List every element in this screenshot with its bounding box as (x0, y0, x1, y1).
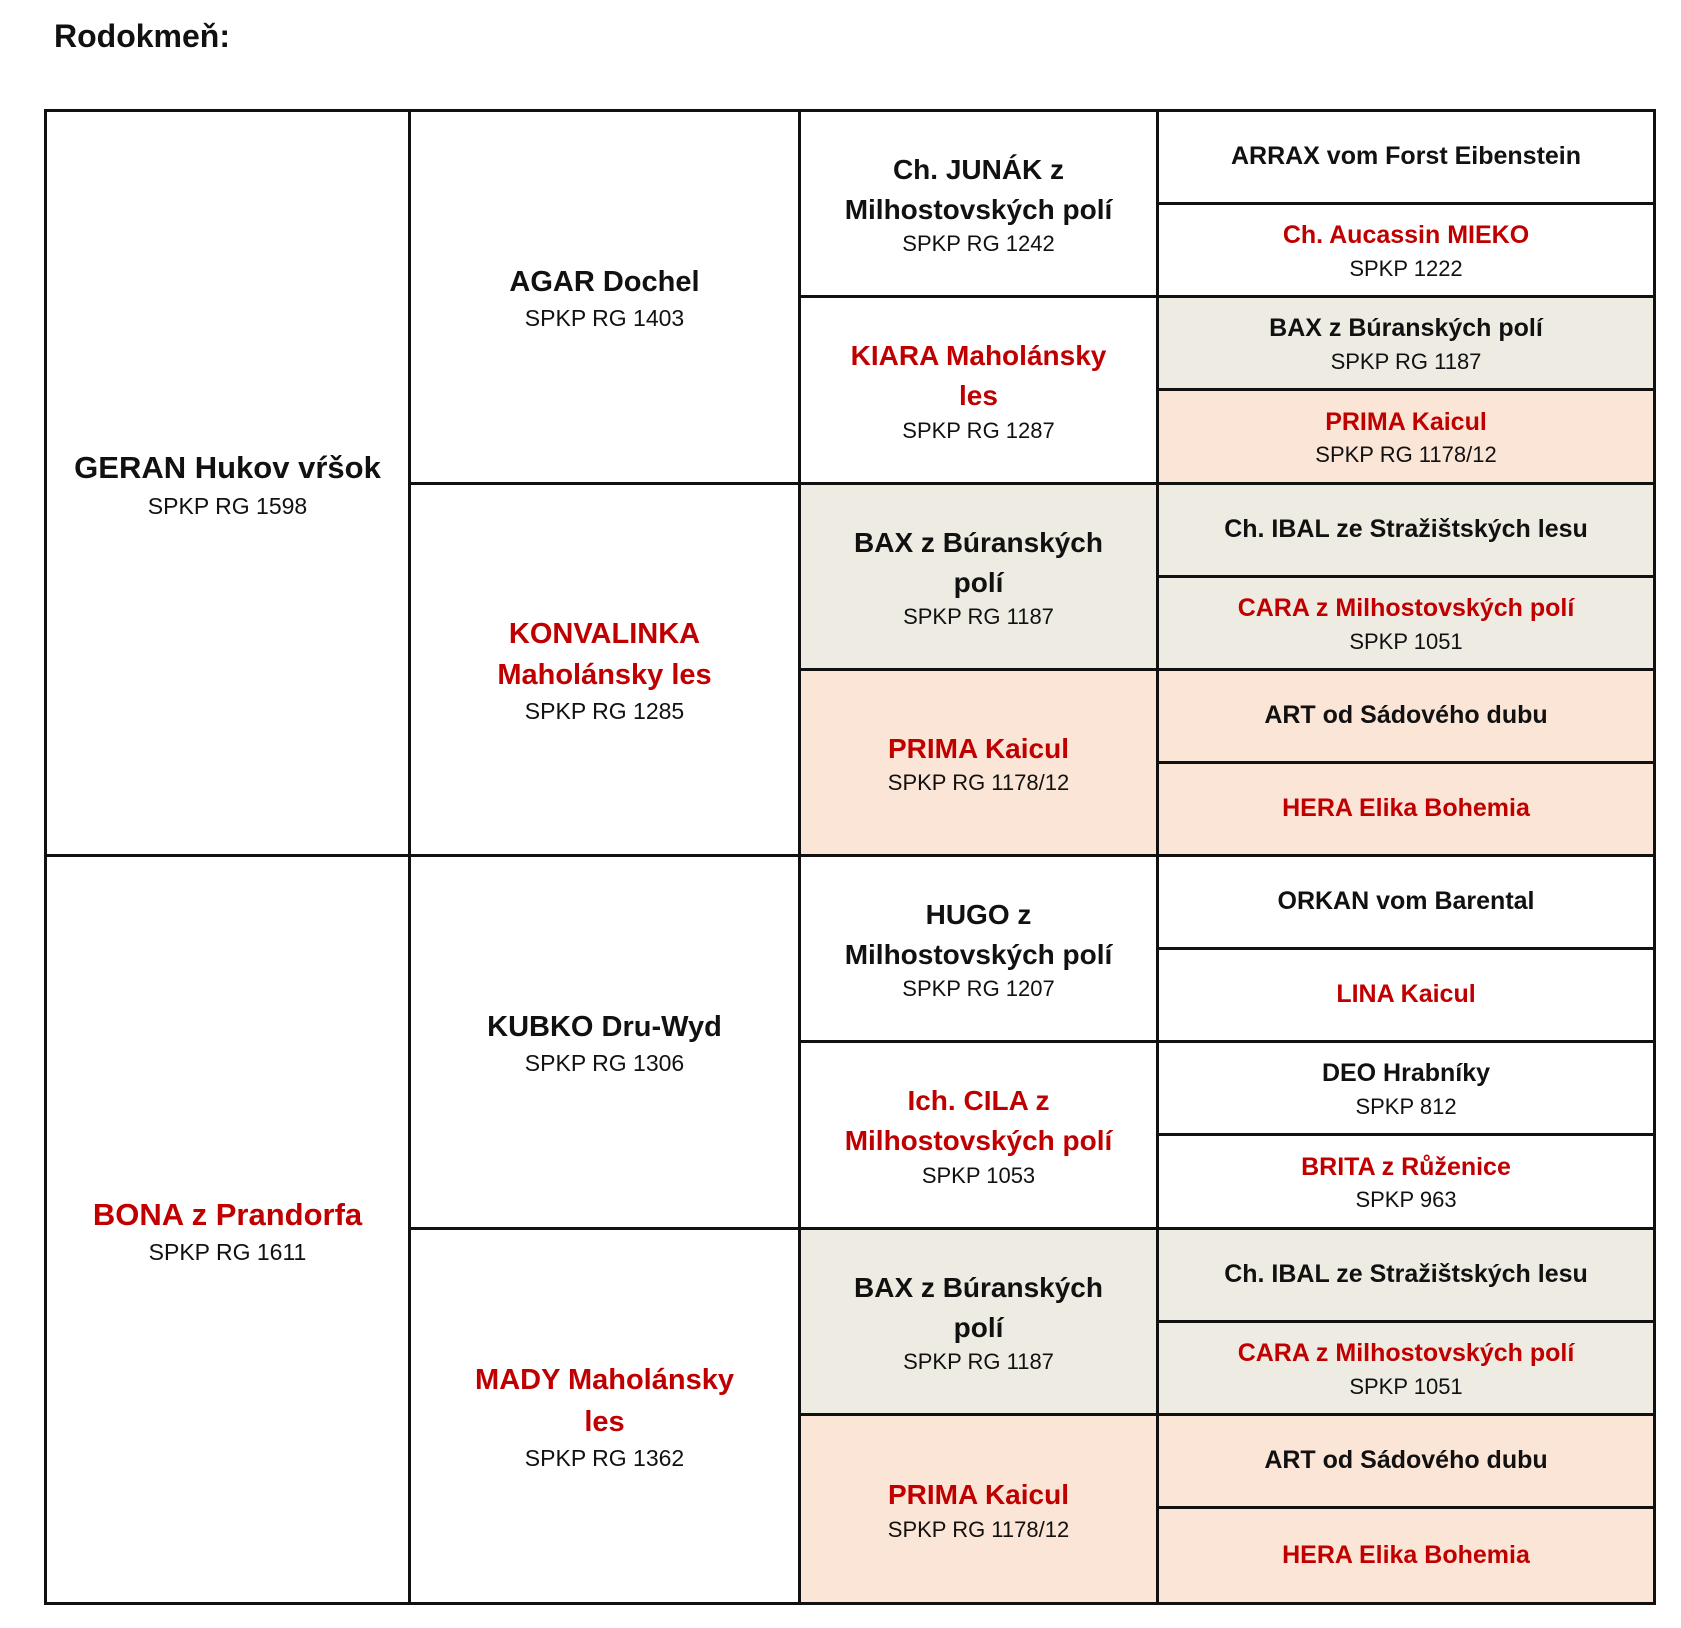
registration-number: SPKP RG 1362 (524, 1444, 685, 1471)
great-grandparent-cell (801, 112, 1159, 298)
registration-number: SPKP 1222 (1349, 255, 1463, 281)
sire-dam-cell (47, 857, 411, 1602)
grandparent-cell (411, 485, 801, 857)
dog-name: DEO Hrabníky (1321, 1059, 1491, 1088)
registration-number: SPKP RG 1611 (148, 1239, 307, 1265)
dog-name: ART od Sádového dubu (1264, 701, 1548, 730)
great-great-grandparent-cell (1159, 950, 1653, 1043)
page-title: Rodokmeň: (54, 18, 230, 54)
great-great-grandparent-cell (1159, 205, 1653, 298)
dog-name: ORKAN vom Barental (1277, 887, 1535, 916)
registration-number: SPKP RG 1287 (902, 417, 1055, 443)
dog-name: BAX z Búranských polí (1269, 314, 1543, 343)
registration-number: SPKP RG 1403 (524, 305, 685, 332)
dog-name: HERA Elika Bohemia (1282, 794, 1530, 823)
dog-name: BAX z Búranských polí (854, 526, 1103, 598)
dog-name: BRITA z Růženice (1301, 1152, 1511, 1181)
great-great-grandparent-cell (1159, 485, 1653, 578)
dog-name: PRIMA Kaicul (1325, 407, 1487, 436)
registration-number: SPKP RG 1187 (903, 604, 1054, 630)
registration-number: SPKP RG 1306 (524, 1050, 685, 1077)
great-grandparent-cell (801, 1043, 1159, 1230)
sire-dam-cell (47, 112, 411, 857)
registration-number: SPKP RG 1187 (903, 1349, 1054, 1375)
dog-name: BONA z Prandorfa (92, 1196, 363, 1232)
great-grandparent-cell (801, 1416, 1159, 1602)
great-grandparent-cell (801, 298, 1159, 485)
dog-name: HUGO z Milhostovských polí (844, 898, 1113, 970)
registration-number: SPKP RG 1285 (524, 698, 685, 725)
registration-number: SPKP RG 1178/12 (887, 770, 1070, 796)
dog-name: Ch. IBAL ze Stražištských lesu (1224, 515, 1588, 544)
dog-name: AGAR Dochel (509, 265, 700, 298)
registration-number: SPKP 1053 (921, 1162, 1036, 1188)
dog-name: HERA Elika Bohemia (1282, 1540, 1530, 1569)
registration-number: SPKP 812 (1355, 1093, 1457, 1119)
great-great-grandparent-cell (1159, 764, 1653, 857)
great-great-grandparent-cell (1159, 1136, 1653, 1230)
great-great-grandparent-cell (1159, 1416, 1653, 1509)
grandparent-cell (411, 857, 801, 1230)
dog-name: BAX z Búranských polí (854, 1271, 1103, 1343)
dog-name: Ich. CILA z Milhostovských polí (844, 1085, 1113, 1156)
great-great-grandparent-cell (1159, 1323, 1653, 1416)
dog-name: PRIMA Kaicul (888, 1479, 1069, 1511)
great-grandparent-cell (801, 671, 1159, 857)
dog-name: KONVALINKA Maholánsky les (497, 617, 712, 691)
registration-number: SPKP 1051 (1349, 1373, 1463, 1399)
great-great-grandparent-cell (1159, 112, 1653, 205)
dog-name: ARRAX vom Forst Eibenstein (1230, 142, 1582, 171)
great-grandparent-cell (801, 485, 1159, 671)
registration-number: SPKP 1051 (1349, 628, 1463, 654)
pedigree-table (44, 109, 1656, 1605)
dog-name: MADY Maholánsky les (475, 1364, 734, 1438)
great-grandparent-cell (801, 1230, 1159, 1416)
dog-name: GERAN Hukov vŕšok (74, 450, 381, 486)
great-great-grandparent-cell (1159, 1043, 1653, 1136)
great-great-grandparent-cell (1159, 578, 1653, 671)
dog-name: Ch. Aucassin MIEKO (1282, 221, 1530, 250)
great-great-grandparent-cell (1159, 671, 1653, 764)
grandparent-cell (411, 1230, 801, 1602)
registration-number: SPKP RG 1598 (147, 492, 308, 519)
dog-name: Ch. IBAL ze Stražištských lesu (1224, 1260, 1588, 1289)
registration-number: SPKP 963 (1355, 1187, 1457, 1213)
registration-number: SPKP RG 1242 (902, 231, 1055, 257)
dog-name: KIARA Maholánsky les (850, 340, 1107, 411)
great-grandparent-cell (801, 857, 1159, 1043)
registration-number: SPKP RG 1178/12 (1315, 442, 1497, 468)
great-great-grandparent-cell (1159, 298, 1653, 391)
registration-number: SPKP RG 1187 (1330, 348, 1482, 374)
dog-name: KUBKO Dru-Wyd (487, 1010, 722, 1043)
grandparent-cell (411, 112, 801, 485)
dog-name: CARA z Milhostovských polí (1237, 1339, 1575, 1368)
dog-name: LINA Kaicul (1336, 980, 1476, 1009)
great-great-grandparent-cell (1159, 391, 1653, 485)
dog-name: Ch. JUNÁK z Milhostovských polí (844, 153, 1113, 225)
great-great-grandparent-cell (1159, 1509, 1653, 1602)
dog-name: PRIMA Kaicul (888, 732, 1069, 764)
dog-name: CARA z Milhostovských polí (1237, 594, 1575, 623)
registration-number: SPKP RG 1207 (902, 976, 1055, 1002)
great-great-grandparent-cell (1159, 1230, 1653, 1323)
great-great-grandparent-cell (1159, 857, 1653, 950)
dog-name: ART od Sádového dubu (1264, 1446, 1548, 1475)
registration-number: SPKP RG 1178/12 (887, 1516, 1070, 1542)
